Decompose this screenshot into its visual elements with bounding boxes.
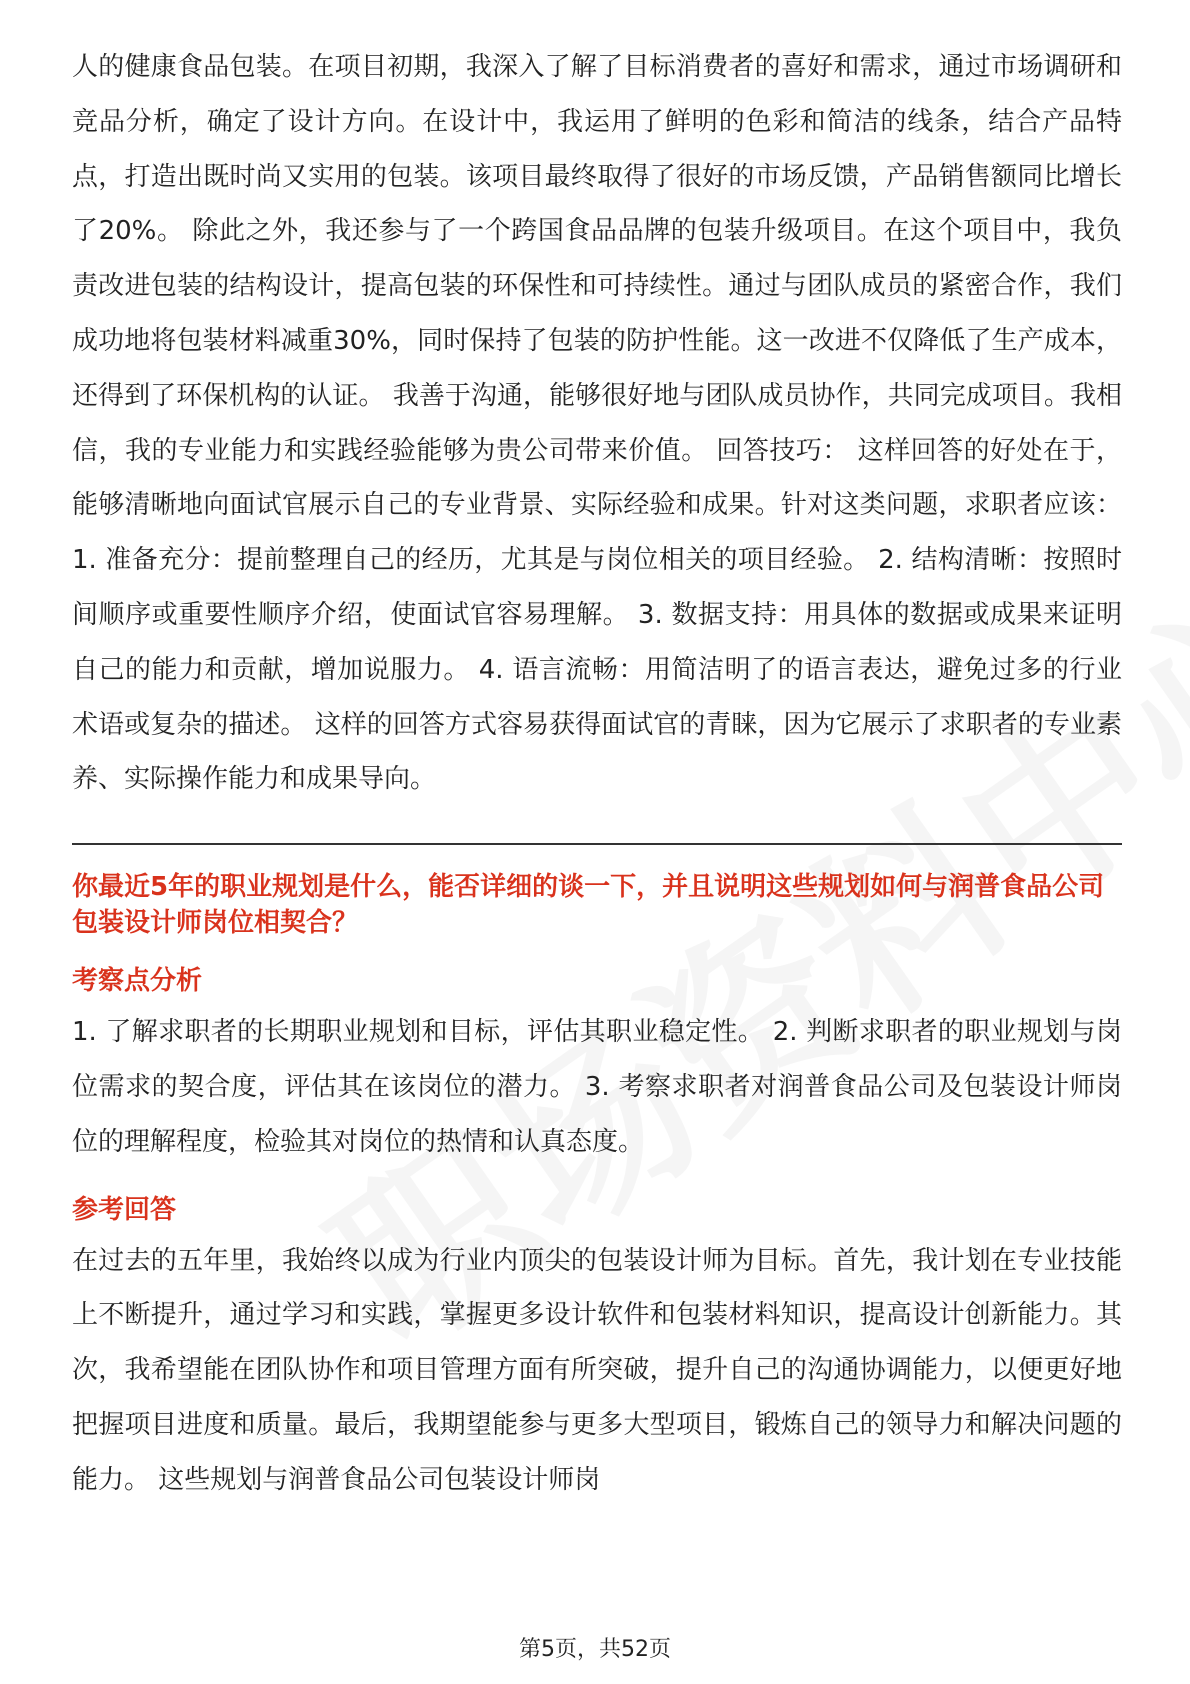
analysis-paragraph: 1. 了解求职者的长期职业规划和目标，评估其职业稳定性。 2. 判断求职者的职业规划与岗位需求的契合度，评估其在该岗位的潜力。 3. 考察求职者对润普食品公司及包装设计师岗位的理解程度，检验其对岗位的热情和认真态度。 [72,1017,1122,1157]
section-divider [72,843,1122,845]
interview-question: 你最近5年的职业规划是什么，能否详细的谈一下，并且说明这些规划如何与润普食品公司包装设计师岗位相契合？ [72,872,1105,939]
page-number-footer: 第5页，共52页 [519,1637,671,1662]
analysis-heading: 考察点分析 [72,966,203,997]
intro-paragraph: 人的健康食品包装。在项目初期，我深入了解了目标消费者的喜好和需求，通过市场调研和竞品分析，确定了设计方向。在设计中，我运用了鲜明的色彩和简洁的线条，结合产品特点，打造出既时尚又实用的包装。该项目最终取得了很好的市场反馈，产品销售额同比增长了20%。 除此之外，我还参与了一个跨国食品品牌的包装升级项目。在这个项目中，我负责改进包装的结构设计，提高包装的环保性和可持续性。通过与团队成员的紧密合作，我们成功地将包装材料减重30%，同时保持了包装的防护性能。这一改进不仅降低了生产成本，还得到了环保机构的认证。 我善于沟通，能够很好地与团队成员协作，共同完成项目。我相信，我的专业能力和实践经验能够为贵公司带来价值。 回答技巧： 这样回答的好处在于，能够清晰地向面试官展示自己的专业背景、实际经验和成果。针对这类问题，求职者应该： 1. 准备充分：提前整理自己的经历，尤其是与岗位相关的项目经验。 2. 结构清晰：按照时间顺序或重要性顺序介绍，使面试官容易理解。 3. 数据支持：用具体的数据或成果来证明自己的能力和贡献，增加说服力。 4. 语言流畅：用简洁明了的语言表达，避免过多的行业术语或复杂的描述。 这样的回答方式容易获得面试官的青睐，因为它展示了求职者的专业素养、实际操作能力和成果导向。 [72,52,1122,795]
answer-paragraph: 在过去的五年里，我始终以成为行业内顶尖的包装设计师为目标。首先，我计划在专业技能上不断提升，通过学习和实践，掌握更多设计软件和包装材料知识，提高设计创新能力。其次，我希望能在团队协作和项目管理方面有所突破，提升自己的沟通协调能力，以便更好地把握项目进度和质量。最后，我期望能参与更多大型项目，锻炼自己的领导力和解决问题的能力。 这些规划与润普食品公司包装设计师岗 [72,1245,1122,1495]
document-page [72,40,1122,1508]
answer-heading: 参考回答 [72,1194,177,1225]
